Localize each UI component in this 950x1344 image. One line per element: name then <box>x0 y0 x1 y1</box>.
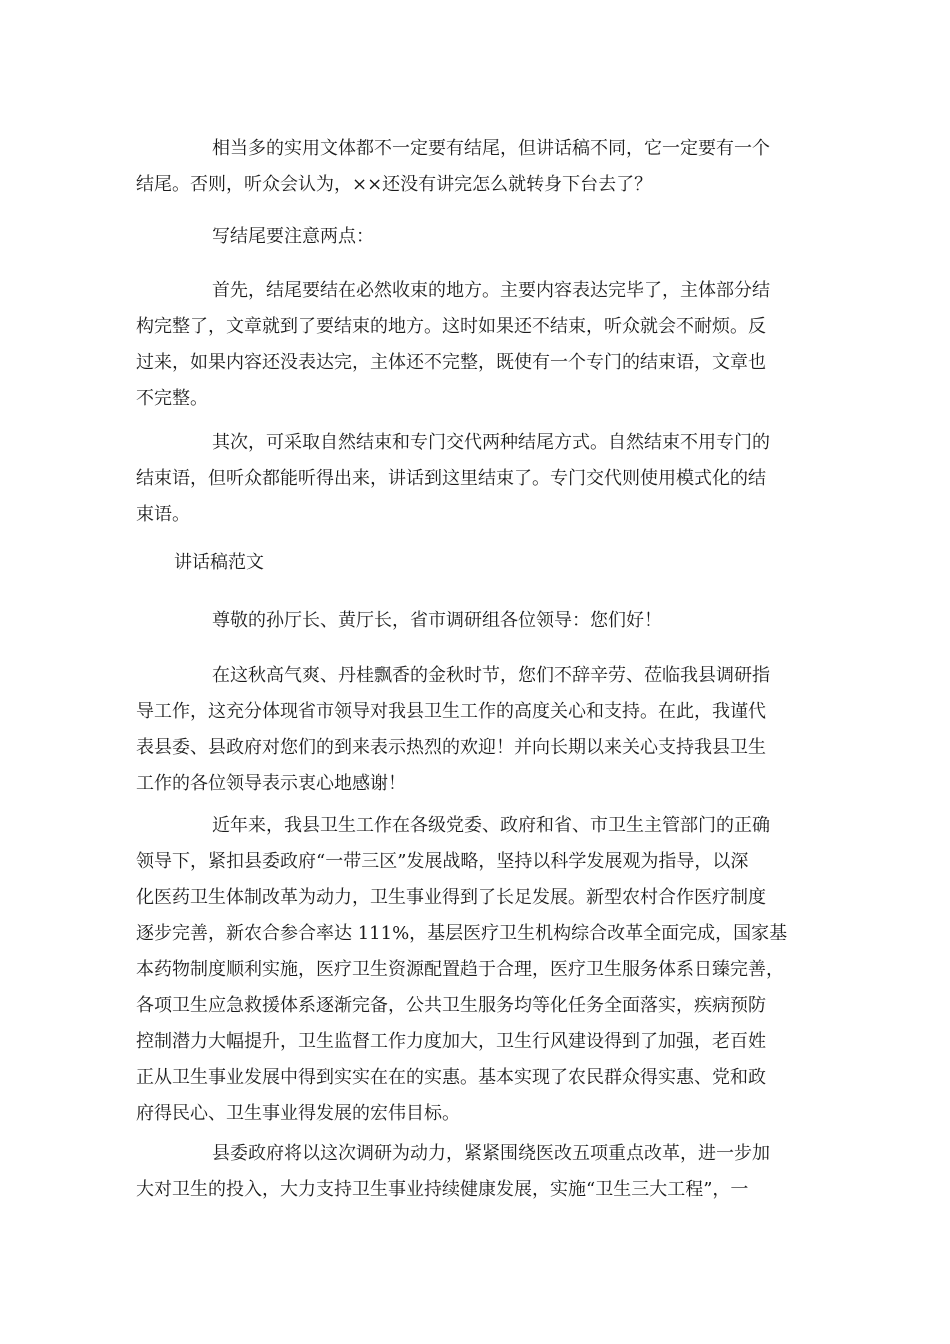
text-line: 其次，可采取自然结束和专门交代两种结尾方式。自然结束不用专门的 <box>212 432 770 453</box>
text-line: 过来，如果内容还没表达完，主体还不完整，既使有一个专门的结束语，文章也 <box>136 352 766 373</box>
text-line: 逐步完善，新农合参合率达 111%，基层医疗卫生机构综合改革全面完成，国家基 <box>136 923 788 944</box>
text-line: 大对卫生的投入，大力支持卫生事业持续健康发展，实施“卫生三大工程”，一 <box>136 1179 749 1200</box>
text-line: 领导下，紧扣县委政府“一带三区”发展战略，坚持以科学发展观为指导，以深 <box>136 851 749 872</box>
text-line: 束语。 <box>136 504 190 525</box>
text-line: 不完整。 <box>136 388 208 409</box>
text-line: 县委政府将以这次调研为动力，紧紧围绕医改五项重点改革，进一步加 <box>212 1143 770 1164</box>
text-line: 尊敬的孙厅长、黄厅长，省市调研组各位领导：您们好！ <box>212 610 662 631</box>
text-line: 正从卫生事业发展中得到实实在在的实惠。基本实现了农民群众得实惠、党和政 <box>136 1067 766 1088</box>
text-line: 府得民心、卫生事业得发展的宏伟目标。 <box>136 1103 460 1124</box>
text-line: 构完整了，文章就到了要结束的地方。这时如果还不结束，听众就会不耐烦。反 <box>136 316 766 337</box>
paragraph-plan <box>0 1136 950 1208</box>
sample-heading <box>0 545 950 581</box>
text-line: 工作的各位领导表示衷心地感谢！ <box>136 773 406 794</box>
text-line: 表县委、县政府对您们的到来表示热烈的欢迎！并向长期以来关心支持我县卫生 <box>136 737 766 758</box>
text-line: 讲话稿范文 <box>174 552 264 573</box>
text-line: 写结尾要注意两点： <box>212 226 374 247</box>
text-line: 控制潜力大幅提升，卫生监督工作力度加大，卫生行风建设得到了加强，老百姓 <box>136 1031 766 1052</box>
text-line: 在这秋高气爽、丹桂飘香的金秋时节，您们不辞辛劳、莅临我县调研指 <box>212 665 770 686</box>
text-line: 近年来，我县卫生工作在各级党委、政府和省、市卫生主管部门的正确 <box>212 815 770 836</box>
text-line: 本药物制度顺利实施，医疗卫生资源配置趋于合理，医疗卫生服务体系日臻完善， <box>136 959 784 980</box>
paragraph-ending-intro <box>0 131 950 203</box>
paragraph-ending-first <box>0 273 950 417</box>
paragraph-progress <box>0 808 950 1132</box>
paragraph-greeting <box>0 603 950 639</box>
text-line: 化医药卫生体制改革为动力，卫生事业得到了长足发展。新型农村合作医疗制度 <box>136 887 766 908</box>
text-line: 首先，结尾要结在必然收束的地方。主要内容表达完毕了，主体部分结 <box>212 280 770 301</box>
paragraph-welcome <box>0 658 950 802</box>
text-line: 导工作，这充分体现省市领导对我县卫生工作的高度关心和支持。在此，我谨代 <box>136 701 766 722</box>
paragraph-ending-second <box>0 425 950 533</box>
text-line: 各项卫生应急救援体系逐渐完备，公共卫生服务均等化任务全面落实，疾病预防 <box>136 995 766 1016</box>
text-line: 结束语，但听众都能听得出来，讲话到这里结束了。专门交代则使用模式化的结 <box>136 468 766 489</box>
text-line: 结尾。否则，听众会认为，××还没有讲完怎么就转身下台去了？ <box>136 174 653 195</box>
text-line: 相当多的实用文体都不一定要有结尾，但讲话稿不同，它一定要有一个 <box>212 138 770 159</box>
paragraph-ending-points-intro <box>0 219 950 255</box>
